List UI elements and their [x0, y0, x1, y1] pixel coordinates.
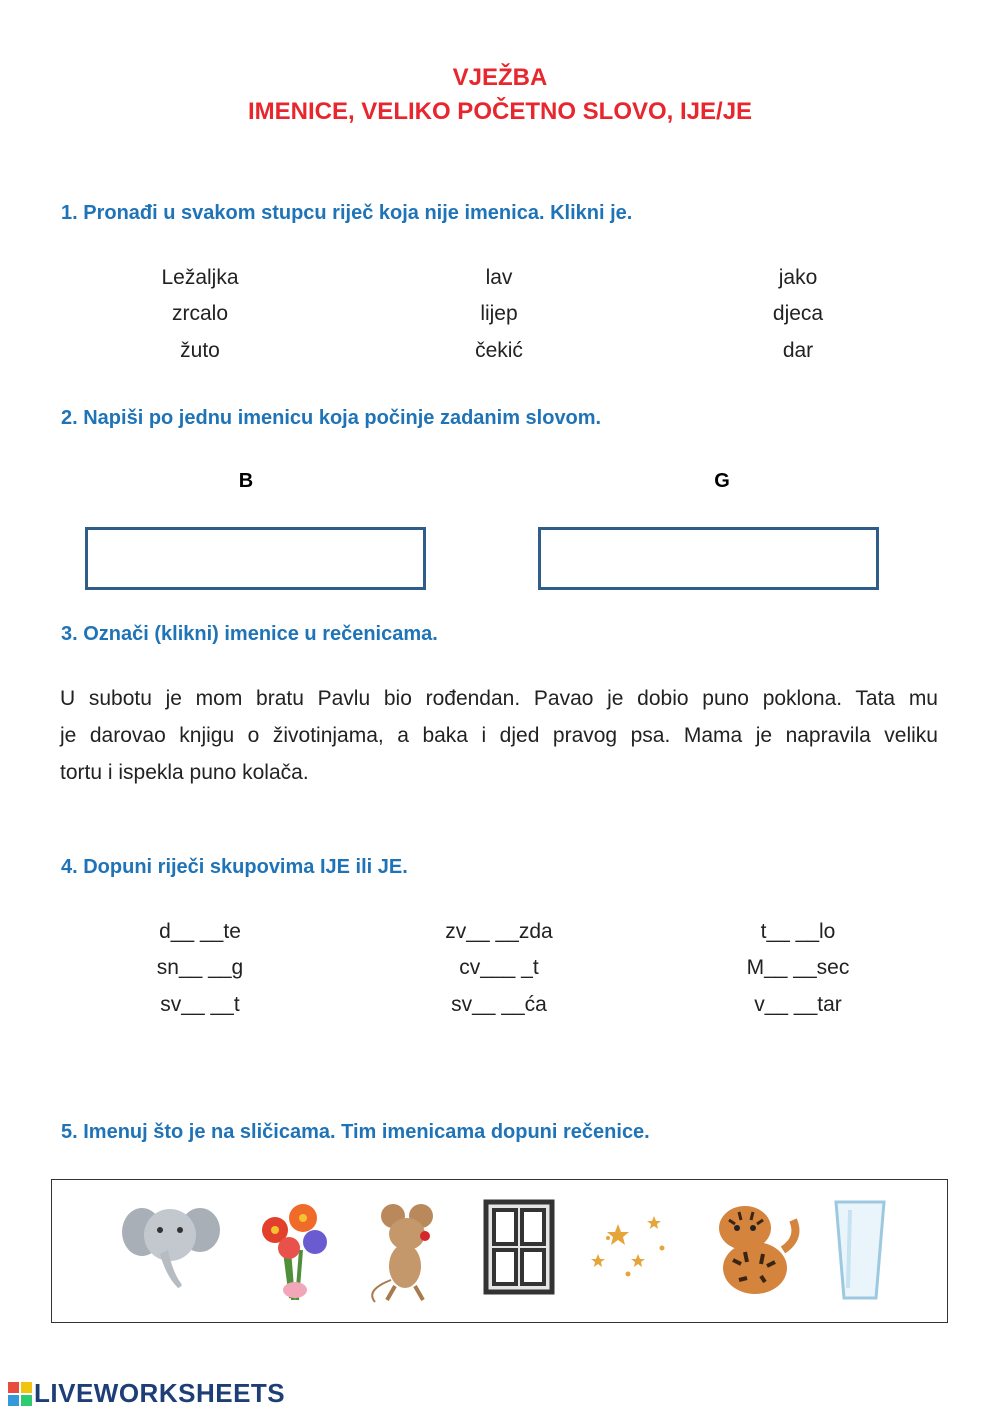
task-3-sentence-line[interactable]: tortu i ispekla puno kolača.: [60, 761, 309, 784]
fill-in-word[interactable]: t__ __lo: [760, 920, 836, 943]
brand-name: LIVEWORKSHEETS: [34, 1378, 286, 1408]
task-1-word[interactable]: zrcalo: [171, 302, 229, 325]
task-1-word[interactable]: žuto: [180, 339, 220, 362]
task-1-word[interactable]: lav: [485, 266, 513, 289]
task-1-word[interactable]: Ležaljka: [161, 266, 239, 289]
fill-in-word[interactable]: M__ __sec: [746, 956, 850, 979]
brand-footer: [8, 1378, 285, 1409]
task-1-word[interactable]: čekić: [475, 339, 523, 362]
task-1-heading: 1. Pronađi u svakom stupcu riječ koja nije imenica. Klikni je.: [61, 202, 633, 224]
worksheet-subtitle: IMENICE, VELIKO POČETNO SLOVO, IJE/JE: [247, 98, 753, 125]
task-1-word[interactable]: jako: [778, 266, 818, 289]
task-1-word[interactable]: dar: [782, 339, 814, 362]
stars-picture: [578, 1190, 678, 1310]
elephant-picture: [120, 1190, 220, 1310]
letter-b-label: B: [238, 470, 254, 492]
fill-in-word[interactable]: zv__ __zda: [445, 920, 553, 943]
liveworksheets-logo-icon: [8, 1382, 32, 1406]
task-5-heading: 5. Imenuj što je na sličicama. Tim imenicama dopuni rečenice.: [61, 1121, 650, 1143]
fill-in-word[interactable]: v__ __tar: [754, 993, 842, 1016]
fill-in-word[interactable]: sv__ __t: [160, 993, 240, 1016]
task-1-word[interactable]: djeca: [772, 302, 824, 325]
letter-g-label: G: [714, 470, 730, 492]
fill-in-word[interactable]: d__ __te: [159, 920, 241, 943]
worksheet-title: VJEŽBA: [452, 64, 548, 91]
window-picture: [470, 1190, 570, 1310]
mouse-picture: [355, 1190, 455, 1310]
answer-box-b[interactable]: [85, 527, 426, 590]
fill-in-word[interactable]: cv___ _t: [459, 956, 539, 979]
task-3-sentence-line[interactable]: je darovao knjigu o životinjama, a baka i djed pravog psa. Mama je napravila veliku: [60, 724, 938, 747]
fill-in-word[interactable]: sv__ __ća: [451, 993, 547, 1016]
flowers-picture: [245, 1190, 345, 1310]
tiger-picture: [705, 1190, 805, 1310]
task-1-word[interactable]: lijep: [480, 302, 518, 325]
task-3-sentence-line[interactable]: U subotu je mom bratu Pavlu bio rođendan. Pavao je dobio puno poklona. Tata mu: [60, 687, 938, 710]
task-2-heading: 2. Napiši po jednu imenicu koja počinje zadanim slovom.: [61, 407, 602, 429]
glass-picture: [810, 1190, 910, 1310]
task-4-heading: 4. Dopuni riječi skupovima IJE ili JE.: [61, 856, 408, 878]
task-3-heading: 3. Označi (klikni) imenice u rečenicama.: [61, 623, 438, 645]
answer-box-g[interactable]: [538, 527, 879, 590]
fill-in-word[interactable]: sn__ __g: [156, 956, 244, 979]
